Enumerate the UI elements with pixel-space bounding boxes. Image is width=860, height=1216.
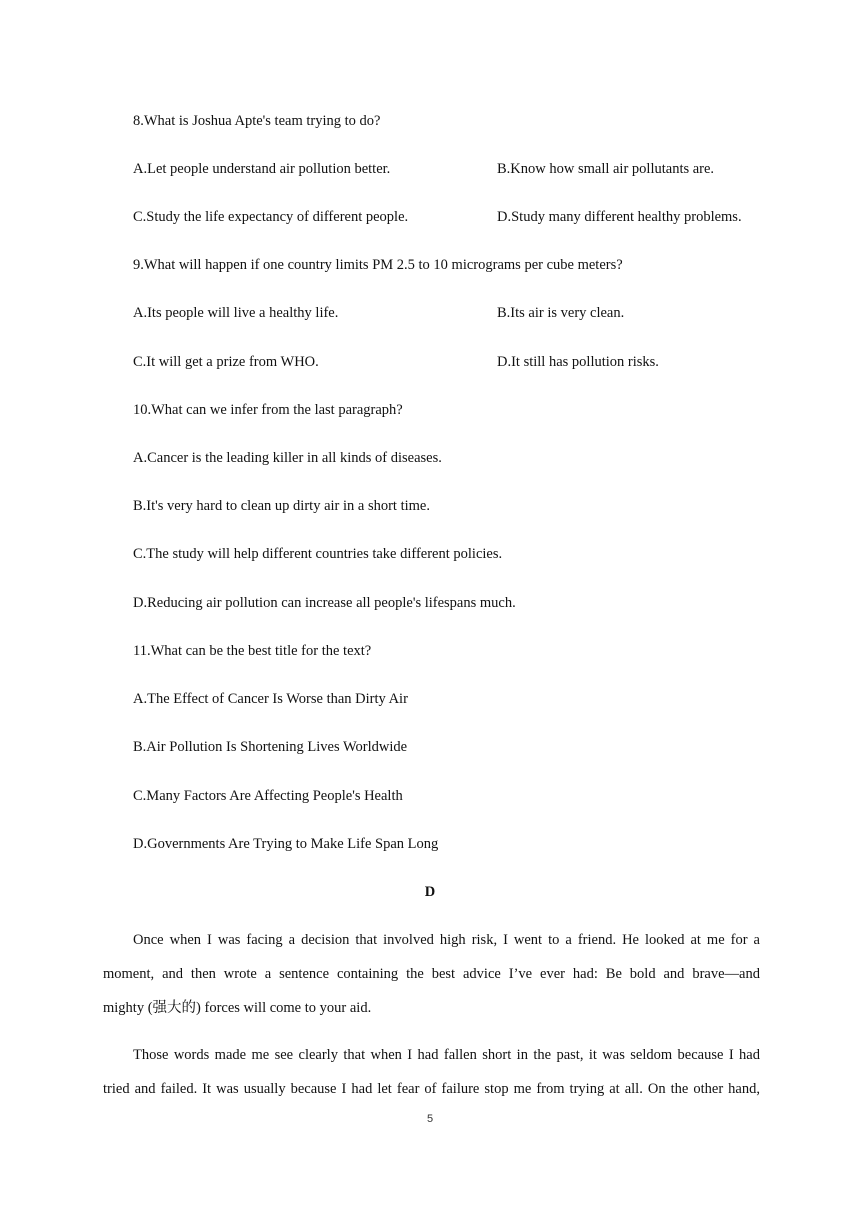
paragraph-2-line-2: tried and failed. It was usually because I had let fear of failure stop me from trying at all. On the other hand, xyxy=(103,1081,760,1097)
question-10-option-d: D.Reducing air pollution can increase all people's lifespans much. xyxy=(133,595,516,611)
question-10-stem: 10.What can we infer from the last paragraph? xyxy=(133,402,403,418)
question-9-option-c: C.It will get a prize from WHO. xyxy=(133,354,319,370)
question-11-option-c: C.Many Factors Are Affecting People's Health xyxy=(133,788,403,804)
paragraph-1-line-1: Once when I was facing a decision that involved high risk, I went to a friend. He looked at me for a xyxy=(133,932,760,948)
question-8-option-c: C.Study the life expectancy of different people. xyxy=(133,209,409,225)
question-11-stem: 11.What can be the best title for the text? xyxy=(133,643,372,659)
paragraph-2-line-1: Those words made me see clearly that when I had fallen short in the past, it was seldom because I had xyxy=(133,1047,760,1063)
question-9-option-a: A.Its people will live a healthy life. xyxy=(133,305,339,321)
question-10-option-a: A.Cancer is the leading killer in all kinds of diseases. xyxy=(133,450,442,466)
question-8-option-b: B.Know how small air pollutants are. xyxy=(497,161,715,177)
question-10-option-c: C.The study will help different countries take different policies. xyxy=(133,546,503,562)
question-8-option-a: A.Let people understand air pollution better. xyxy=(133,161,391,177)
question-11-option-b: B.Air Pollution Is Shortening Lives Worldwide xyxy=(133,739,408,755)
question-11-option-a: A.The Effect of Cancer Is Worse than Dirty Air xyxy=(133,691,408,707)
paragraph-1-line-2: moment, and then wrote a sentence containing the best advice I’ve ever had: Be bold and brave—and xyxy=(103,966,760,982)
question-8-option-d: D.Study many different healthy problems. xyxy=(497,209,742,225)
section-d-title: D xyxy=(424,884,436,900)
question-11-option-d: D.Governments Are Trying to Make Life Span Long xyxy=(133,836,439,852)
question-9-option-b: B.Its air is very clean. xyxy=(497,305,625,321)
question-10-option-b: B.It's very hard to clean up dirty air in a short time. xyxy=(133,498,430,514)
paragraph-1-line-3: mighty (强大的) forces will come to your aid. xyxy=(103,1000,372,1016)
question-9-option-d: D.It still has pollution risks. xyxy=(497,354,659,370)
question-8-stem: 8.What is Joshua Apte's team trying to do? xyxy=(133,113,381,129)
section-d-paragraph-2 xyxy=(103,1038,760,1106)
page-number: 5 xyxy=(426,1113,434,1125)
section-d-paragraph-1 xyxy=(103,923,760,1025)
question-9-stem: 9.What will happen if one country limits PM 2.5 to 10 micrograms per cube meters? xyxy=(133,257,623,273)
